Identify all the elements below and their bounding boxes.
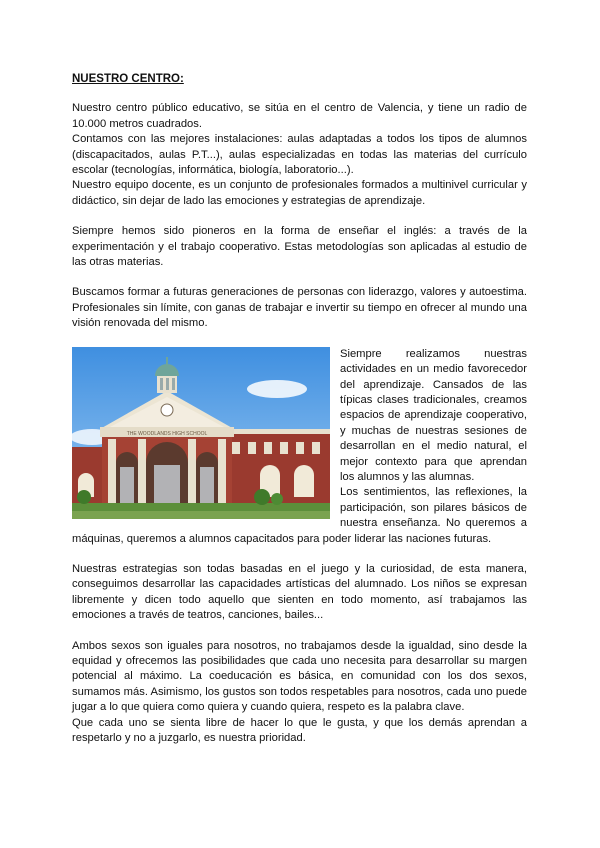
paragraph-feelings: Los sentimientos, las reflexiones, la participación, son pilares básicos de nuestra enseñanza. No queremos a máquinas, queremos a alumnos capacitados para poder liderar las naciones futuras. (72, 486, 527, 545)
paragraph-location: Nuestro centro público educativo, se sitúa en el centro de Valencia, y tiene un radio de 10.000 metros cuadrados. (72, 102, 527, 130)
paragraph-facilities: Contamos con las mejores instalaciones: aulas adaptadas a todos los tipos de alumnos (discapacitados, aulas P.T...), aulas especializadas en todas las materias del currículo escolar (tecnologías, informática, biología, laboratorio...). (72, 133, 527, 177)
paragraph-environment: Siempre realizamos nuestras actividades en un medio favorecedor del aprendizaje. Cansados de las típicas clases tradicionales, creamos espacios de aprendizaje cooperativo, y muchas de nuestras sesiones de desarrollan en el medio natural, el mejor contexto para que aprendan los alumnos y las alumnas. (340, 347, 527, 483)
document-page (72, 72, 527, 746)
document-title: NUESTRO CENTRO: (72, 73, 184, 85)
paragraph-english: Siempre hemos sido pioneros en la forma de enseñar el inglés: a través de la experimentación y el trabajo cooperativo. Estas metodologías son aplicadas al estudio de las otras materias. (72, 225, 527, 269)
paragraph-strategies: Nuestras estrategias son todas basadas en el juego y la curiosidad, de esta manera, conseguimos desarrollar las capacidades artísticas del alumnado. Los niños se expresan libremente y dicen todo aquello que sienten en todo momento, así trabajamos las emociones a través de teatros, canciones, bailes... (72, 562, 527, 622)
paragraph-equity: Ambos sexos son iguales para nosotros, no trabajamos desde la igualdad, sino desde la equidad y ofrecemos las posibilidades que cada uno necesita para desarrollar su margen potencial al máximo. La coeducación es básica, en comunidad con los dos sexos, sumamos más. Asimismo, los gustos son todos respetables para nosotros, cada uno puede jugar a lo que quiera como quiera y cuando quiera, respeto es la palabra clave. (72, 639, 527, 714)
photo-sign-text: THE WOODLANDS HIGH SCHOOL (126, 430, 208, 437)
paragraph-teachers: Nuestro equipo docente, es un conjunto de profesionales formados a multinivel curricular y didáctico, sin dejar de lado las emociones y estrategias de aprendizaje. (72, 179, 527, 207)
paragraph-goals: Buscamos formar a futuras generaciones de personas con liderazgo, valores y autoestima. Profesionales sin límite, con ganas de trabajar e invertir su tiempo en ofrecer al mundo una visión renovada del mismo. (72, 286, 527, 330)
paragraph-priority: Que cada uno se sienta libre de hacer lo que le gusta, y que los demás aprendan a respetarlo y no a juzgarlo, es nuestra prioridad. (72, 716, 527, 745)
school-building-photo (72, 347, 330, 519)
